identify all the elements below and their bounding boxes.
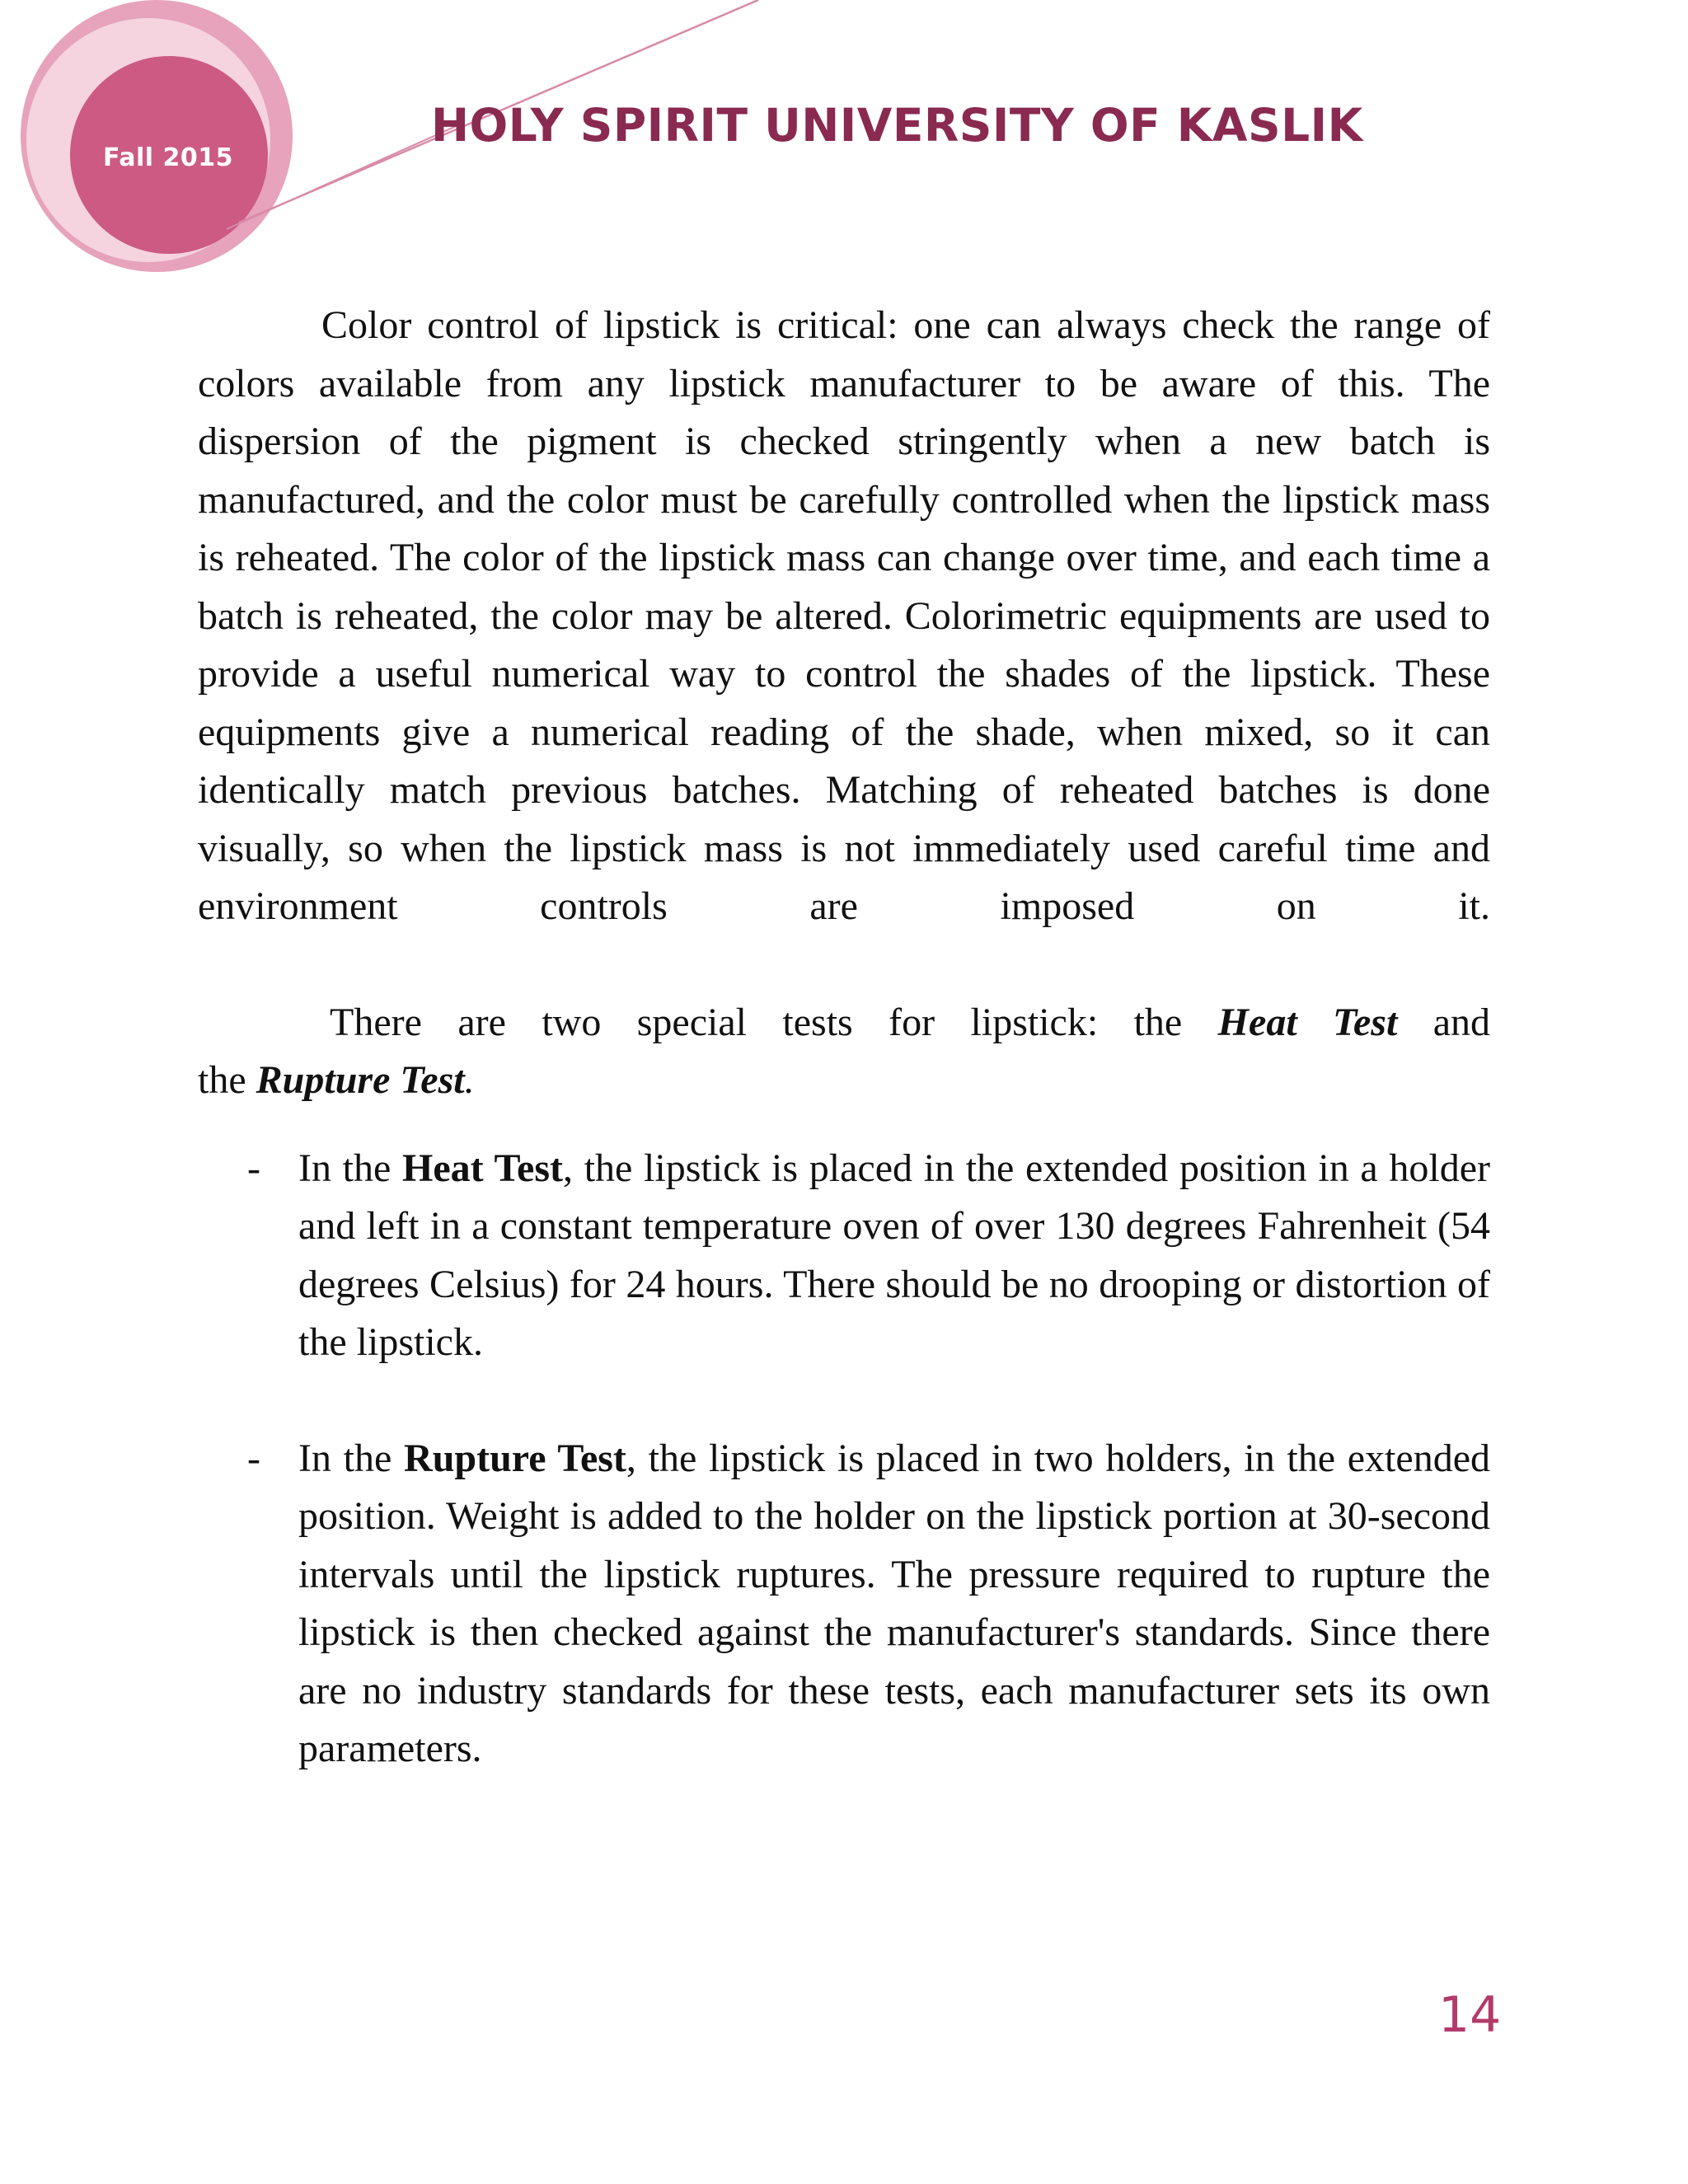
list-item-rupture-test — [198, 1430, 1490, 1779]
list-item-heat-test — [198, 1140, 1490, 1372]
bullet-prefix: In the — [298, 1146, 392, 1190]
page-content — [198, 297, 1490, 1779]
bullet-text: , the lipstick is placed in two holders, in the extended position. Weight is added to the holder on the lipstick portion at 30-second intervals until the lipstick ruptures. The pressure required to rupture the lipstick is then checked against the manufacturer's standards. Since there are no industry standards for these tests, each manufacturer sets its own parameters. — [298, 1436, 1491, 1770]
page-number: 14 — [1438, 1986, 1502, 2044]
rupture-test-term: Rupture Test — [256, 1058, 465, 1102]
bullet-dash: - — [247, 1436, 260, 1480]
special-tests-connector: and — [1432, 1000, 1491, 1044]
paragraph-special-tests — [198, 994, 1490, 1110]
bullet-term: Heat Test — [402, 1146, 564, 1190]
bullet-term: Rupture Test — [404, 1436, 626, 1480]
special-tests-line — [198, 994, 1490, 1052]
bullet-prefix: In the — [298, 1436, 392, 1480]
paragraph-color-control-text: Color control of lipstick is critical: one can always check the range of colors available from any lipstick manufacturer to be aware of this. The dispersion of the pigment is checked stringently when a new batch is manufactured, and the color must be carefully controlled when the lipstick mass is reheated. The color of the lipstick mass can change over time, and each time a batch is reheated, the color may be altered. Colorimetric equipments are used to provide a useful numerical way to control the shades of the lipstick. These equipments give a numerical reading of the shade, when mixed, so it can identically match previous batches. Matching of reheated batches is done visually, so when the lipstick mass is not immediately used careful time and environment controls are imposed on it. — [198, 303, 1490, 928]
special-tests-connector2: the — [198, 1058, 246, 1102]
special-tests-intro: There are two special tests for lipstick: the — [330, 1000, 1183, 1044]
semester-label: Fall 2015 — [103, 143, 233, 172]
special-tests-end: . — [464, 1058, 475, 1102]
university-title: HOLY SPIRIT UNIVERSITY OF KASLIK — [431, 99, 1363, 152]
paragraph-color-control — [198, 297, 1490, 936]
bullet-text: , the lipstick is placed in the extended position in a holder and left in a constant temperature oven of over 130 degrees Fahrenheit (54 degrees Celsius) for 24 hours. There should be no drooping or distortion of the lipstick. — [298, 1146, 1490, 1364]
tests-list — [198, 1140, 1490, 1779]
bullet-dash: - — [247, 1146, 260, 1190]
heat-test-term: Heat Test — [1217, 1000, 1398, 1044]
